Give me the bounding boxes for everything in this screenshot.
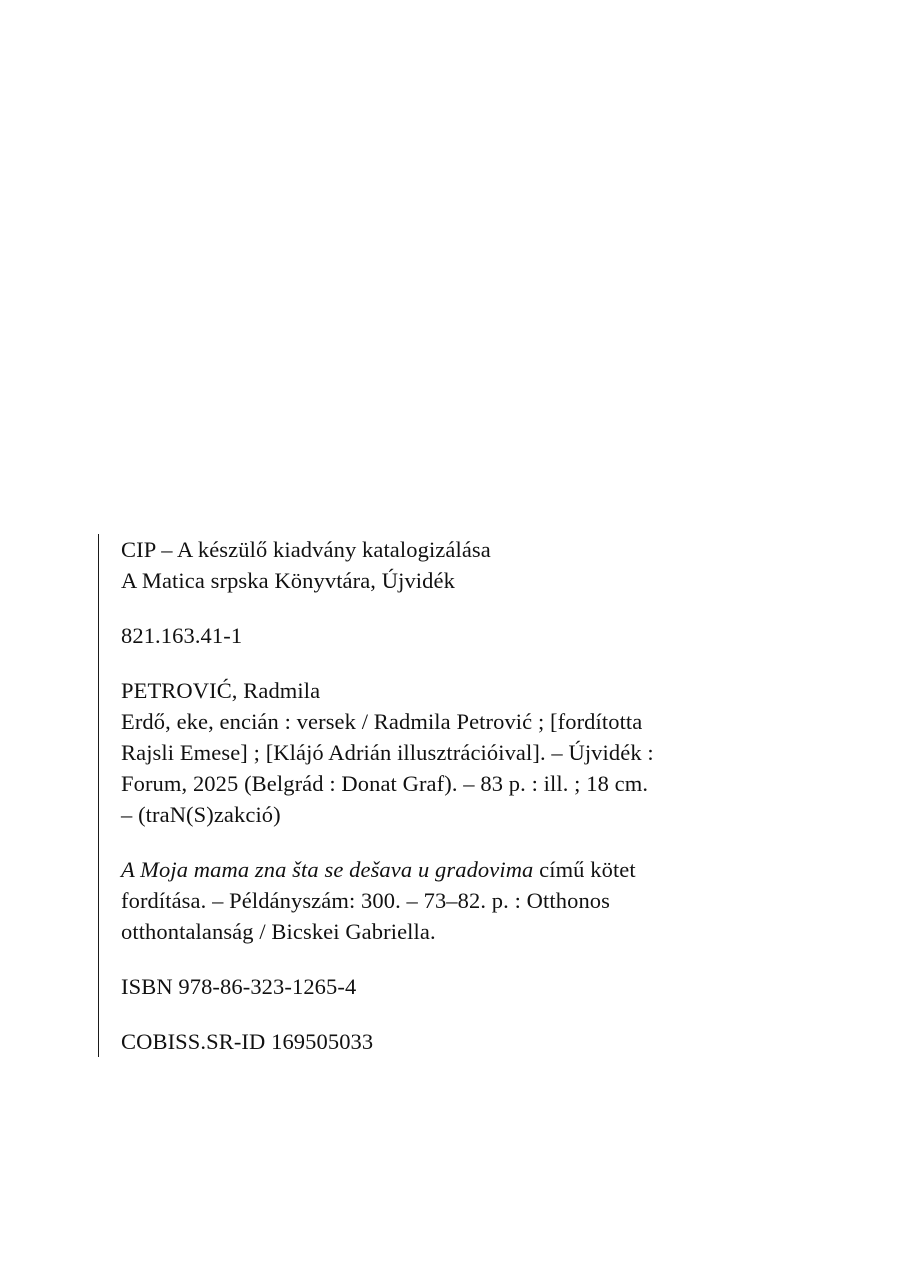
cip-header-line-1: CIP – A készülő kiadvány katalogizálása [121, 537, 491, 562]
description-line-2: Rajsli Emese] ; [Klájó Adrián illusztrációival]. – Újvidék : [121, 740, 654, 765]
cip-isbn [121, 971, 818, 1002]
original-title: A Moja mama zna šta se dešava u gradovima [121, 857, 534, 882]
cip-main-entry [121, 675, 818, 830]
isbn-value: ISBN 978-86-323-1265-4 [121, 974, 357, 999]
description-line-3: Forum, 2025 (Belgrád : Donat Graf). – 83 p. : ill. ; 18 cm. [121, 771, 649, 796]
cip-udc-number [121, 620, 818, 651]
author-heading: PETROVIĆ, Radmila [121, 678, 321, 703]
cip-header [121, 534, 818, 596]
cip-note [121, 854, 818, 947]
description-line-1: Erdő, eke, encián : versek / Radmila Petrović ; [fordította [121, 709, 643, 734]
note-line-2: fordítása. – Példányszám: 300. – 73–82. p. : Otthonos [121, 888, 610, 913]
description-line-4: – (traN(S)zakció) [121, 802, 281, 827]
cip-header-line-2: A Matica srpska Könyvtára, Újvidék [121, 568, 455, 593]
note-line-3: otthontalanság / Bicskei Gabriella. [121, 919, 436, 944]
cip-cobiss-id [121, 1026, 818, 1057]
cip-record-block [98, 534, 818, 1057]
note-line-1 [121, 854, 818, 885]
cobiss-value: COBISS.SR-ID 169505033 [121, 1029, 374, 1054]
udc-value: 821.163.41-1 [121, 623, 243, 648]
note-line-1-rest: című kötet [533, 857, 636, 882]
